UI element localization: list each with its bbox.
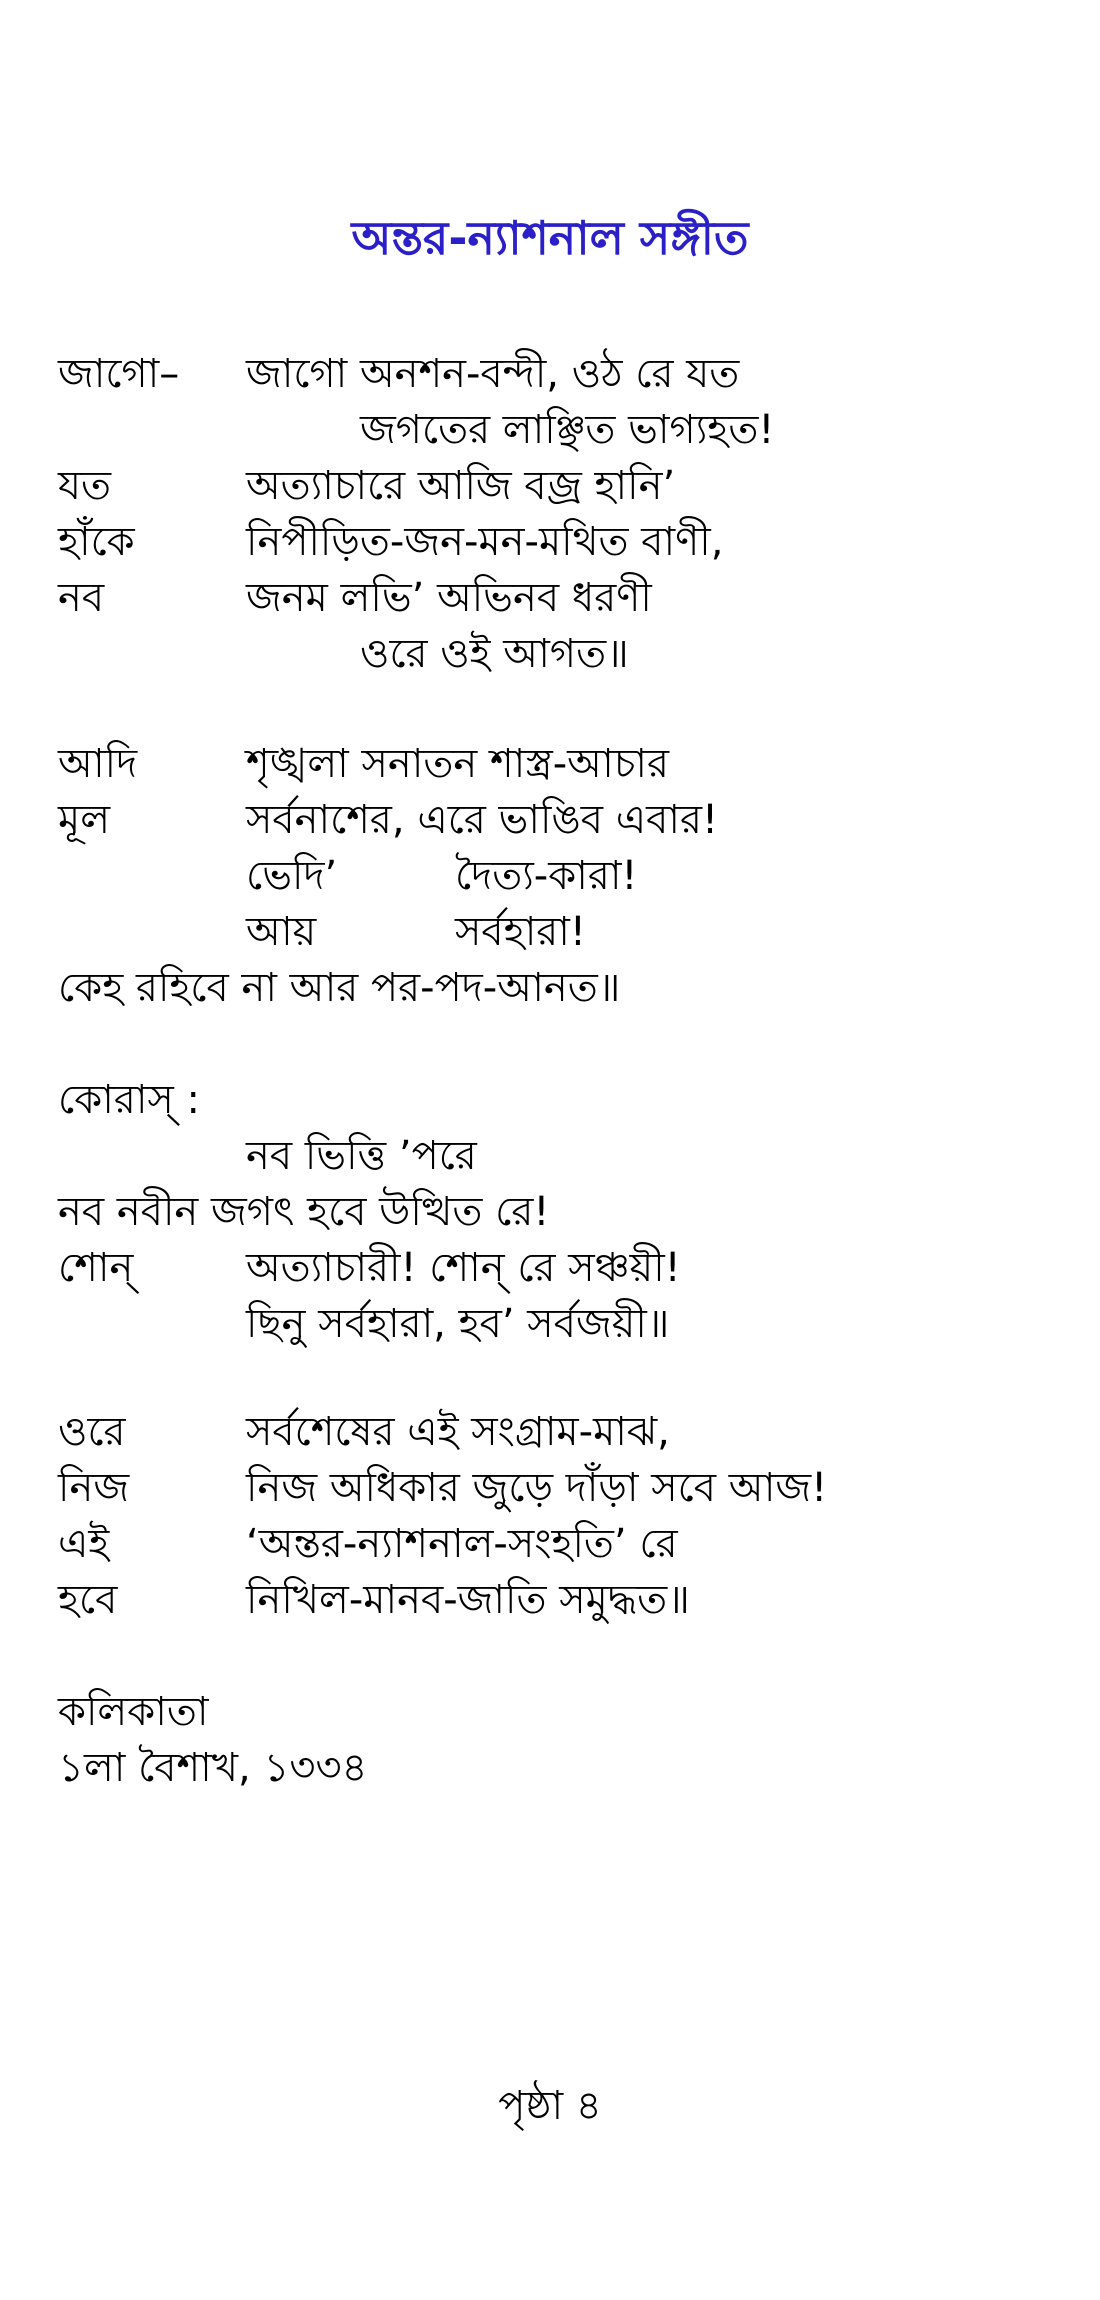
verse-text: ভেদি’: [246, 853, 338, 899]
verse-line: [0, 570, 1100, 626]
verse-cue: এই: [58, 1521, 110, 1567]
chorus-label-text: কোরাস্ :: [58, 1077, 201, 1123]
page-title: অন্তর-ন্যাশনাল সঙ্গীত: [351, 211, 749, 265]
verse-line: [0, 1184, 1100, 1240]
verse-text: নিজ অধিকার জুড়ে দাঁড়া সবে আজ!: [246, 1465, 828, 1511]
verse-cue: হবে: [58, 1577, 118, 1623]
verse-line: [0, 960, 1100, 1016]
verse-cue: শোন্: [58, 1245, 134, 1291]
verse-text: জাগো অনশন-বন্দী, ওঠ রে যত: [246, 351, 740, 397]
verse-text: দৈত্য-কারা!: [455, 853, 638, 899]
verse-text: সর্বশেষের এই সংগ্রাম-মাঝ,: [246, 1409, 670, 1455]
verse-cue: নব: [58, 575, 105, 621]
verse-line: [0, 346, 1100, 402]
place-text: কলিকাতা: [58, 1689, 209, 1735]
verse-line: [0, 458, 1100, 514]
verse-text: অত্যাচারী! শোন্ রে সঞ্চয়ী!: [246, 1245, 681, 1291]
verse-line: [0, 1296, 1100, 1352]
verse-text: নিপীড়িত-জন-মন-মথিত বাণী,: [246, 519, 724, 565]
verse-line: [0, 1572, 1100, 1628]
verse-cue: ওরে: [58, 1409, 126, 1455]
verse-text: কেহ রহিবে না আর পর-পদ-আনত॥: [58, 965, 621, 1011]
verse-cue: মূল: [58, 797, 111, 843]
verse-text: ‘অন্তর-ন্যাশনাল-সংহতি’ রে: [246, 1521, 678, 1567]
verse-cue: যত: [58, 463, 112, 509]
verse-text: নব ভিত্তি ’পরে: [246, 1133, 477, 1179]
verse-text: আয়: [246, 909, 317, 955]
verse-text: শৃঙ্খলা সনাতন শাস্ত্র-আচার: [246, 741, 670, 787]
date-text: ১লা বৈশাখ, ১৩৩৪: [58, 1745, 368, 1791]
verse-line: [0, 1516, 1100, 1572]
verse-line: [0, 1128, 1100, 1184]
verse-line: [0, 848, 1100, 904]
verse-line: [0, 626, 1100, 682]
verse-text: জগতের লাঞ্ছিত ভাগ্যহত!: [360, 407, 775, 453]
verse-line: [0, 402, 1100, 458]
verse-text: সর্বহারা!: [455, 909, 586, 955]
chorus-label: [0, 1072, 1100, 1128]
verse-line: [0, 1240, 1100, 1296]
verse-line: [0, 736, 1100, 792]
verse-text: সর্বনাশের, এরে ভাঙিব এবার!: [246, 797, 719, 843]
verse-cue: নিজ: [58, 1465, 130, 1511]
verse-text: ওরে ওই আগত॥: [360, 631, 629, 677]
signature-date: [0, 1740, 1100, 1796]
verse-text: নব নবীন জগৎ হবে উত্থিত রে!: [58, 1189, 550, 1235]
verse-cue: জাগো–: [58, 351, 180, 397]
verse-line: [0, 792, 1100, 848]
verse-line: [0, 514, 1100, 570]
verse-cue: আদি: [58, 741, 138, 787]
verse-line: [0, 1404, 1100, 1460]
verse-text: জনম লভি’ অভিনব ধরণী: [246, 575, 652, 621]
signature-place: [0, 1684, 1100, 1740]
verse-cue: হাঁকে: [58, 519, 135, 565]
verse-line: [0, 904, 1100, 960]
page-number: পৃষ্ঠা ৪: [498, 2083, 602, 2129]
verse-text: ছিনু সর্বহারা, হব’ সর্বজয়ী॥: [246, 1301, 670, 1347]
verse-line: [0, 1460, 1100, 1516]
verse-text: নিখিল-মানব-জাতি সমুদ্ধত॥: [246, 1577, 690, 1623]
verse-text: অত্যাচারে আজি বজ্র হানি’: [246, 463, 676, 509]
